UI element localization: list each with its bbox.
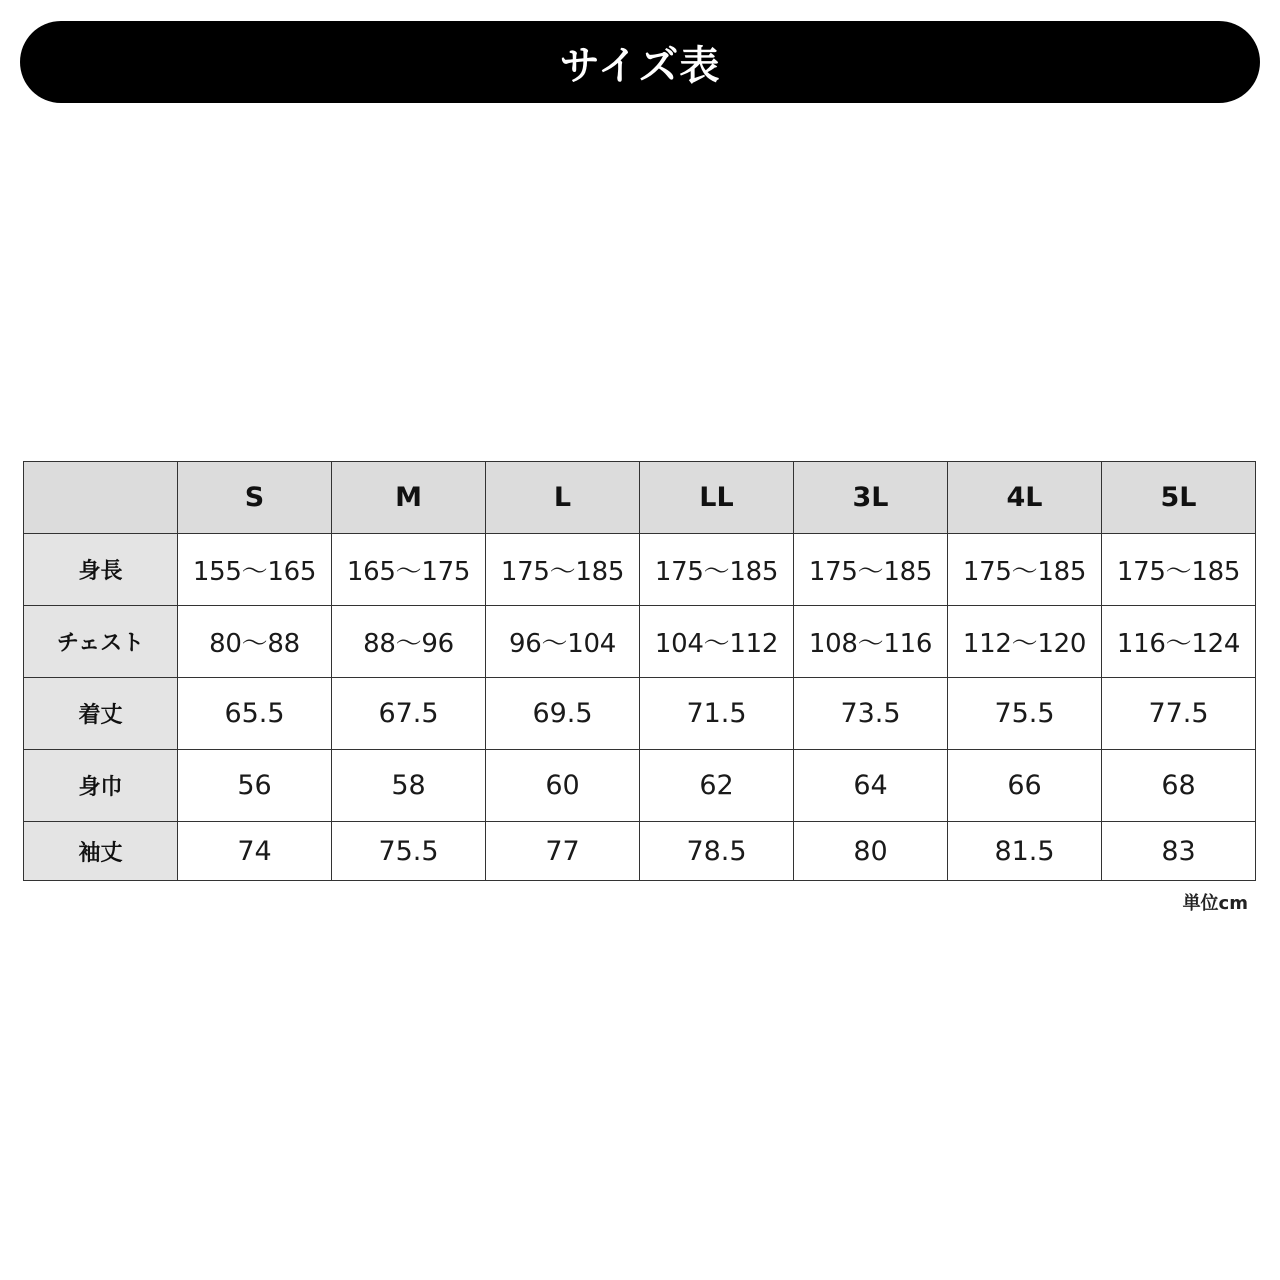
table-cell: 88〜96 xyxy=(332,606,486,678)
title-banner xyxy=(20,21,1260,103)
table-cell: 77 xyxy=(486,822,640,881)
row-label-length: 着丈 xyxy=(24,678,178,750)
table-cell: 78.5 xyxy=(640,822,794,881)
table-cell: 67.5 xyxy=(332,678,486,750)
table-cell: 116〜124 xyxy=(1102,606,1256,678)
size-table xyxy=(23,461,1256,881)
table-cell: 108〜116 xyxy=(794,606,948,678)
table-cell: 75.5 xyxy=(948,678,1102,750)
size-header-m: M xyxy=(332,462,486,534)
table-row-chest xyxy=(24,606,1256,678)
table-cell: 165〜175 xyxy=(332,534,486,606)
corner-cell xyxy=(24,462,178,534)
table-cell: 81.5 xyxy=(948,822,1102,881)
table-cell: 83 xyxy=(1102,822,1256,881)
table-cell: 96〜104 xyxy=(486,606,640,678)
unit-note: 単位cm xyxy=(1182,893,1248,914)
size-header-row xyxy=(24,462,1256,534)
table-cell: 66 xyxy=(948,750,1102,822)
table-cell: 175〜185 xyxy=(486,534,640,606)
row-label-chest: チェスト xyxy=(24,606,178,678)
row-label-width: 身巾 xyxy=(24,750,178,822)
table-cell: 80〜88 xyxy=(178,606,332,678)
table-cell: 104〜112 xyxy=(640,606,794,678)
page-title: サイズ表 xyxy=(559,42,721,89)
table-cell: 69.5 xyxy=(486,678,640,750)
table-cell: 71.5 xyxy=(640,678,794,750)
table-cell: 112〜120 xyxy=(948,606,1102,678)
table-cell: 68 xyxy=(1102,750,1256,822)
table-row-height xyxy=(24,534,1256,606)
row-label-height: 身長 xyxy=(24,534,178,606)
table-cell: 64 xyxy=(794,750,948,822)
table-row-length xyxy=(24,678,1256,750)
table-cell: 80 xyxy=(794,822,948,881)
size-header-l: L xyxy=(486,462,640,534)
table-cell: 175〜185 xyxy=(640,534,794,606)
table-cell: 155〜165 xyxy=(178,534,332,606)
table-cell: 73.5 xyxy=(794,678,948,750)
table-row-sleeve xyxy=(24,822,1256,881)
table-cell: 175〜185 xyxy=(948,534,1102,606)
table-cell: 75.5 xyxy=(332,822,486,881)
table-row-width xyxy=(24,750,1256,822)
size-header-5l: 5L xyxy=(1102,462,1256,534)
table-cell: 175〜185 xyxy=(1102,534,1256,606)
size-header-3l: 3L xyxy=(794,462,948,534)
table-cell: 77.5 xyxy=(1102,678,1256,750)
size-header-4l: 4L xyxy=(948,462,1102,534)
size-header-ll: LL xyxy=(640,462,794,534)
table-cell: 56 xyxy=(178,750,332,822)
table-cell: 65.5 xyxy=(178,678,332,750)
table-cell: 175〜185 xyxy=(794,534,948,606)
table-cell: 58 xyxy=(332,750,486,822)
table-cell: 74 xyxy=(178,822,332,881)
table-cell: 60 xyxy=(486,750,640,822)
size-header-s: S xyxy=(178,462,332,534)
row-label-sleeve: 袖丈 xyxy=(24,822,178,881)
table-cell: 62 xyxy=(640,750,794,822)
